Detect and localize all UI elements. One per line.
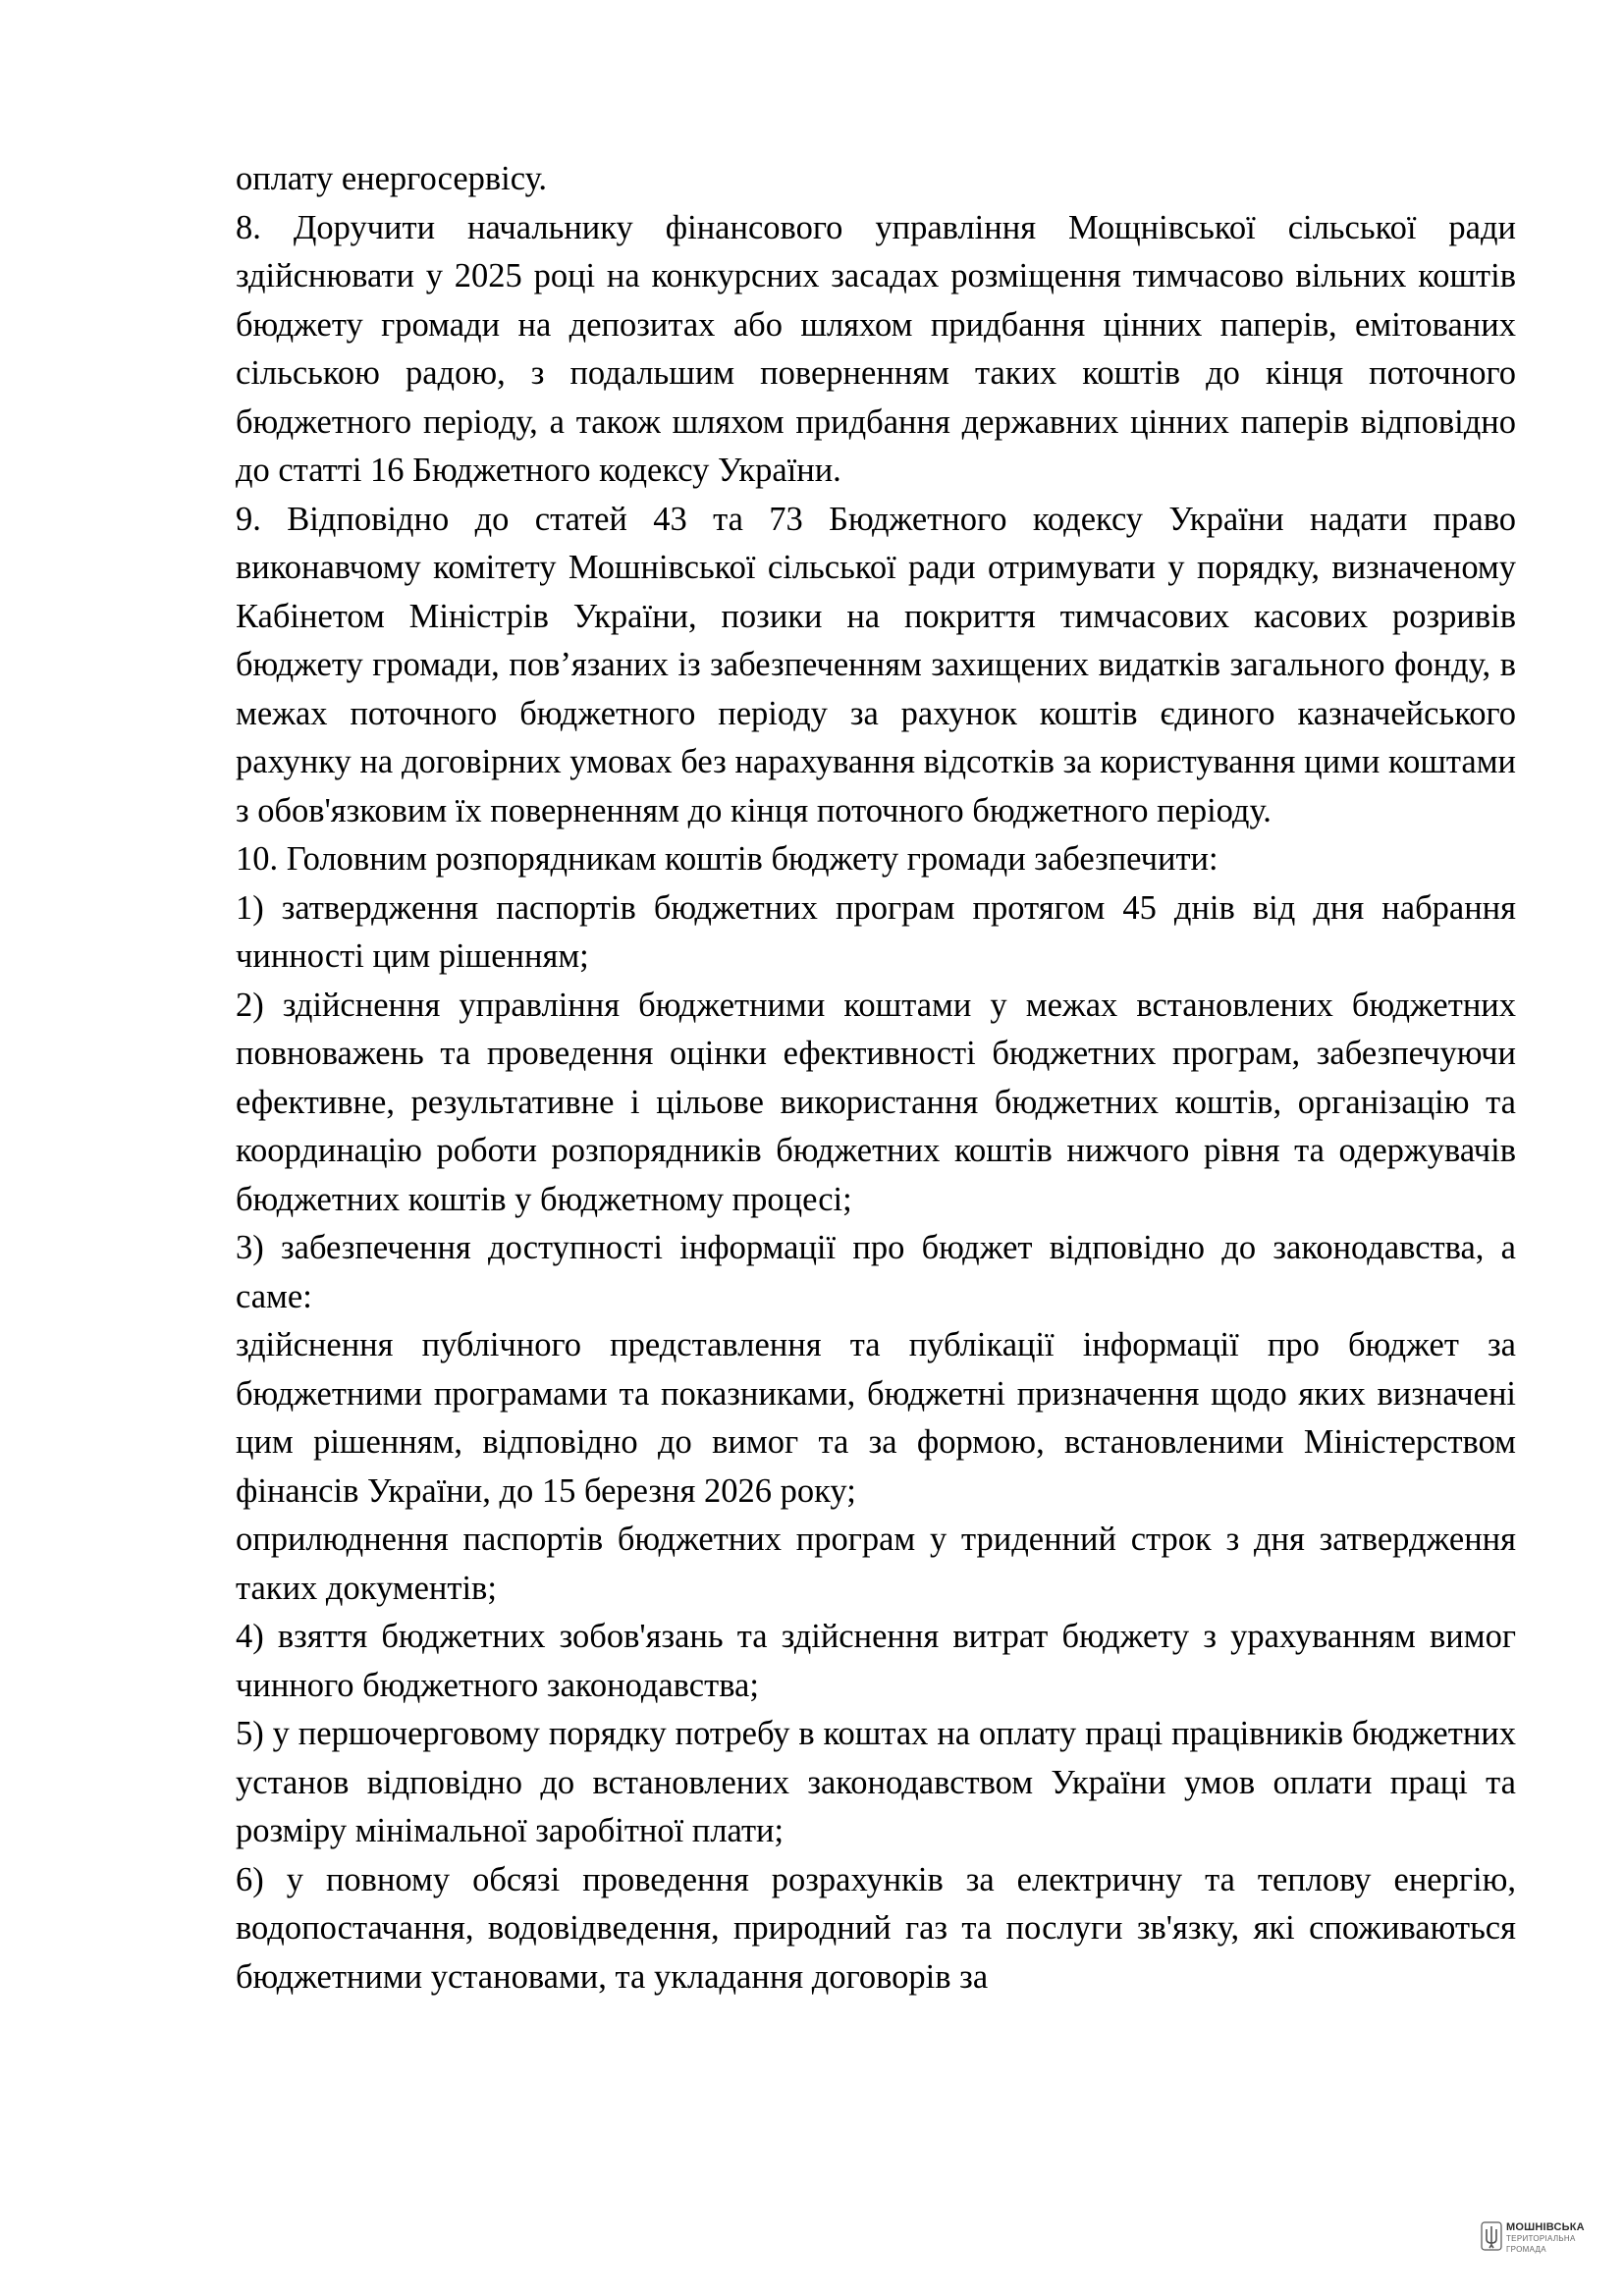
watermark-text (1506, 2222, 1585, 2255)
paragraph-subitem-1: 1) затвердження паспортів бюджетних програм протягом 45 днів від дня набрання чинності цим рішенням; (236, 888, 1516, 975)
paragraph-subitem-4: 4) взяття бюджетних зобов'язань та здійснення витрат бюджету з урахуванням вимог чинного бюджетного законодавства; (236, 1618, 1516, 1704)
paragraph-item-10: 10. Головним розпорядникам коштів бюджету громади забезпечити: (236, 840, 1218, 878)
trident-emblem-icon (1481, 2221, 1502, 2256)
paragraph-continuation: оплату енергосервісу. (236, 160, 548, 197)
paragraph-subitem-3-passports: оприлюднення паспортів бюджетних програм у триденний строк з дня затвердження таких документів; (236, 1521, 1516, 1607)
document-body (236, 155, 1516, 2002)
paragraph-item-9: 9. Відповідно до статей 43 та 73 Бюджетного кодексу України надати право виконавчому комітету Мошнівської сільської ради отримувати у порядку, визначеному Кабінетом Міністрів України, позики на покриття тимчасових касових розривів бюджету громади, пов’язаних із забезпеченням захищених видатків загального фонду, в межах поточного бюджетного періоду за рахунок коштів єдиного казначейського рахунку на договірних умовах без нарахування відсотків за користування цими коштами з обов'язковим їх поверненням до кінця поточного бюджетного періоду. (236, 500, 1516, 829)
watermark-line-3: ГРОМАДА (1506, 2245, 1546, 2254)
paragraph-item-8: 8. Доручити начальнику фінансового управління Мощнівської сільської ради здійснювати у 2025 році на конкурсних засадах розміщення тимчасово вільних коштів бюджету громади на депозитах або шляхом придбання цінних паперів, емітованих сільською радою, з подальшим поверненням таких коштів до кінця поточного бюджетного періоду, а також шляхом придбання державних цінних паперів відповідно до статті 16 Бюджетного кодексу України. (236, 208, 1516, 489)
paragraph-subitem-6: 6) у повному обсязі проведення розрахунків за електричну та теплову енергію, водопостачання, водовідведення, природний газ та послуги зв'язку, які споживаються бюджетними установами, та укладання договорів за (236, 1860, 1516, 1996)
paragraph-subitem-3: 3) забезпечення доступності інформації про бюджет відповідно до законодавства, а саме: (236, 1229, 1516, 1315)
community-watermark (1481, 2221, 1585, 2256)
paragraph-subitem-5: 5) у першочерговому порядку потребу в коштах на оплату праці працівників бюджетних установ відповідно до встановлених законодавством України умов оплати праці та розміру мінімальної заробітної плати; (236, 1715, 1516, 1849)
paragraph-subitem-2: 2) здійснення управління бюджетними коштами у межах встановлених бюджетних повноважень та проведення оцінки ефективності бюджетних програм, забезпечуючи ефективне, результативне і цільове використання бюджетних коштів, організацію та координацію роботи розпорядників бюджетних коштів нижчого рівня та одержувачів бюджетних коштів у бюджетному процесі; (236, 986, 1516, 1218)
paragraph-subitem-3-publication: здійснення публічного представлення та публікації інформації про бюджет за бюджетними програмами та показниками, бюджетні призначення щодо яких визначені цим рішенням, відповідно до вимог та за формою, встановленими Міністерством фінансів України, до 15 березня 2026 року; (236, 1326, 1516, 1510)
watermark-line-1: МОШНІВСЬКА (1506, 2221, 1585, 2233)
watermark-line-2: ТЕРИТОРІАЛЬНА (1506, 2234, 1576, 2243)
